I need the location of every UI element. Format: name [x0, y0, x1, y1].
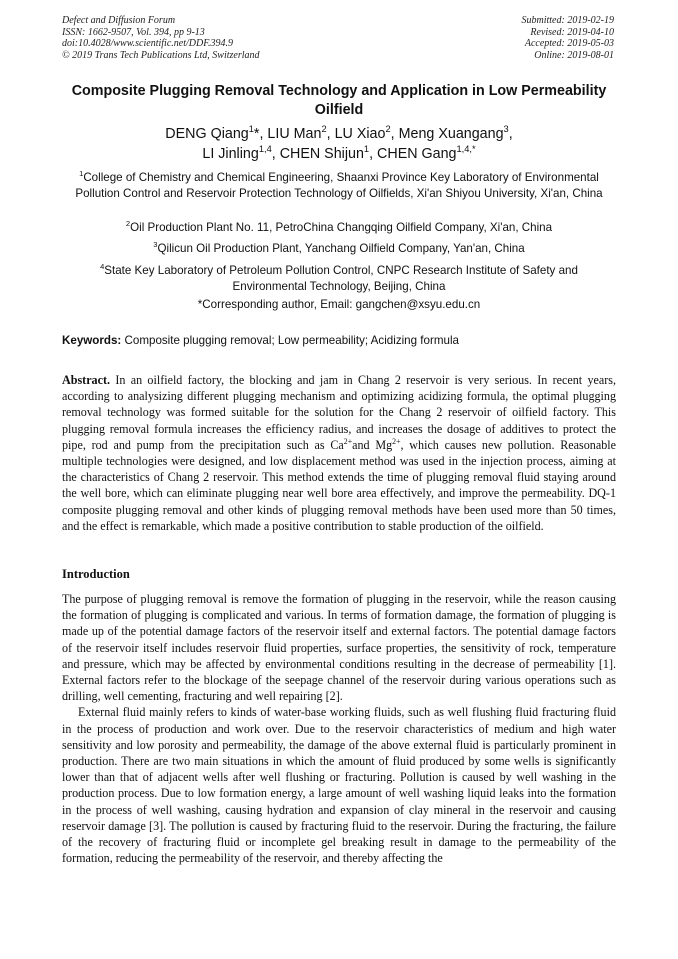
submitted-date: Submitted: 2019-02-19	[521, 15, 614, 26]
journal-issn: ISSN: 1662-9507, Vol. 394, pp 9-13	[62, 26, 205, 38]
ca-charge-sup: 2+	[343, 436, 353, 446]
author-affil-sup: 1	[248, 124, 254, 135]
journal-name: Defect and Diffusion Forum	[62, 15, 176, 26]
affiliation-3	[62, 241, 616, 257]
affiliation-text: Oil Production Plant No. 11, PetroChina Changqing Oilfield Company, Xi'an, China	[130, 221, 553, 234]
author-affil-sup: 1,4	[258, 144, 272, 155]
introduction-paragraph-2: External fluid mainly refers to kinds of water-base working fluids, such as well flushing fluid fracturing fluid in the process of production and work over. Due to the reservoir characteristics of medium and high water sensitivity and low porosity and permeability, the damage of the above external fluid is particularly prominent in production. There are two main situations in which the amount of fluid produced by some wells is significantly lower than that of adjacent wells after well flushing or fracturing. Pollution is caused by well washing in the production process. Due to low formation energy, a large amount of well washing liquid leaks into the formation in the process of well washing, causing hydration and expansion of clay mineral in the reservoir and causing reservoir damage [3]. The pollution is caused by fracturing fluid to the reservoir. During the fracturing, the failure of the recovery of fracturing fluid or incomplete gel breaking result in damage to the permeability of the formation, reducing the permeability of the reservoir, and thereby affecting the	[62, 705, 616, 866]
affiliation-sup: 1	[79, 169, 84, 179]
abstract-text: and Mg	[352, 437, 393, 452]
abstract	[62, 372, 616, 534]
author-separator: ,	[390, 126, 399, 142]
journal-doi[interactable]: doi:10.4028/www.scientific.net/DDF.394.9	[62, 38, 234, 50]
author-name: CHEN Shijun	[279, 146, 364, 162]
revised-date: Revised: 2019-04-10	[530, 26, 614, 38]
introduction-paragraph-1: The purpose of plugging removal is remove the formation of plugging in the reservoir, while the reason causing the formation of plugging is complicated and various. In terms of formation damage, the formation of plugging is made up of the potential damage factors of the reservoir itself and external factors. The potential damage factors of the reservoir itself includes reservoir fluid properties, surface properties, the sensitivity of rock, temperature and pressure, which may be affected by environmental conditions resulting in the decrease of permeability [1]. External factors refer to the blockage of the seepage channel of the reservoir during various operations such as drilling, well cementing, fracturing and well repairing [2].	[62, 592, 616, 704]
online-date: Online: 2019-08-01	[534, 49, 614, 61]
author-separator: ,	[271, 146, 280, 162]
author-name: LI Jinling	[202, 146, 259, 162]
affiliation-text: College of Chemistry and Chemical Engineering, Shaanxi Province Key Laboratory of Environmental Pollution Control and Reservoir Protection Technology of Oilfields, Xi'an Shiyou University, Xi'an, China	[75, 171, 603, 200]
affiliation-4	[62, 263, 616, 294]
author-list	[62, 124, 616, 164]
author-affil-sup: 1	[363, 144, 370, 155]
author-name: Meng Xuangang	[398, 126, 504, 142]
author-name: CHEN Gang	[377, 146, 457, 162]
keywords-text: Composite plugging removal; Low permeability; Acidizing formula	[124, 334, 459, 347]
affiliation-sup: 4	[100, 262, 105, 272]
abstract-text: , which causes new pollution. Reasonable multiple technologies were designed, and low displacement method was used in the injection process, aiming at the characteristics of Chang 2 reservoir. This method extends the time of plugging removal fluid staying around the well bore, which can eliminate plugging near well bore area effectively, and improve the permeability. DQ-1 composite plugging removal and other kinds of plugging removal methods have been used more than 50 times, and the effect is remarkable, which made a positive contribution to stable production of the oilfield.	[62, 437, 616, 533]
introduction-body	[62, 591, 616, 866]
abstract-label: Abstract.	[62, 373, 111, 387]
paper-title: Composite Plugging Removal Technology and Application in Low Permeability Oilfield	[71, 83, 607, 118]
journal-copyright: © 2019 Trans Tech Publications Ltd, Switzerland	[62, 49, 260, 61]
journal-header-right	[522, 15, 615, 61]
keywords-label: Keywords:	[62, 334, 122, 347]
author-affil-sup: 1,4,*	[456, 144, 476, 155]
journal-header-left	[62, 15, 260, 61]
author-separator: ,	[369, 146, 378, 162]
affiliation-text: State Key Laboratory of Petroleum Pollution Control, CNPC Research Institute of Safety and Environmental Technology, Beijing, China	[104, 264, 578, 293]
affiliation-text: Qilicun Oil Production Plant, Yanchang Oilfield Company, Yan'an, China	[157, 242, 525, 255]
author-name: LU Xiao	[334, 126, 386, 142]
abstract-text: In an oilfield factory, the blocking and jam in Chang 2 reservoir is very serious. In recent years, according to analysizing different plugging mechanism and optimizing acidizing formula, the optimal plugging removal technology was formed suitable for the solution for the Chang 2 reservoir of oilfield factory. This plugging removal formula increases the efficiency radius, and increases the dosage of additives to protect the pipe, rod and pump from the precipitation such as Ca	[62, 373, 616, 452]
introduction-heading: Introduction	[62, 567, 130, 581]
affiliation-sup: 2	[125, 219, 131, 229]
affiliation-1	[62, 170, 616, 201]
author-separator: ,	[508, 126, 513, 142]
affiliation-sup: 3	[153, 240, 158, 250]
author-affil-sup: 3	[503, 124, 509, 135]
author-affil-sup: 2	[321, 124, 327, 135]
author-name: LIU Man	[267, 126, 322, 142]
affiliation-2	[62, 220, 616, 236]
accepted-date: Accepted: 2019-05-03	[524, 38, 614, 50]
mg-charge-sup: 2+	[392, 436, 401, 446]
author-name: DENG Qiang	[165, 126, 249, 142]
author-separator: *,	[253, 126, 268, 142]
keywords	[62, 333, 616, 348]
author-affil-sup: 2	[385, 124, 391, 135]
corresponding-author: *Corresponding author, Email: gangchen@xsyu.edu.cn	[197, 298, 481, 311]
author-separator: ,	[326, 126, 335, 142]
